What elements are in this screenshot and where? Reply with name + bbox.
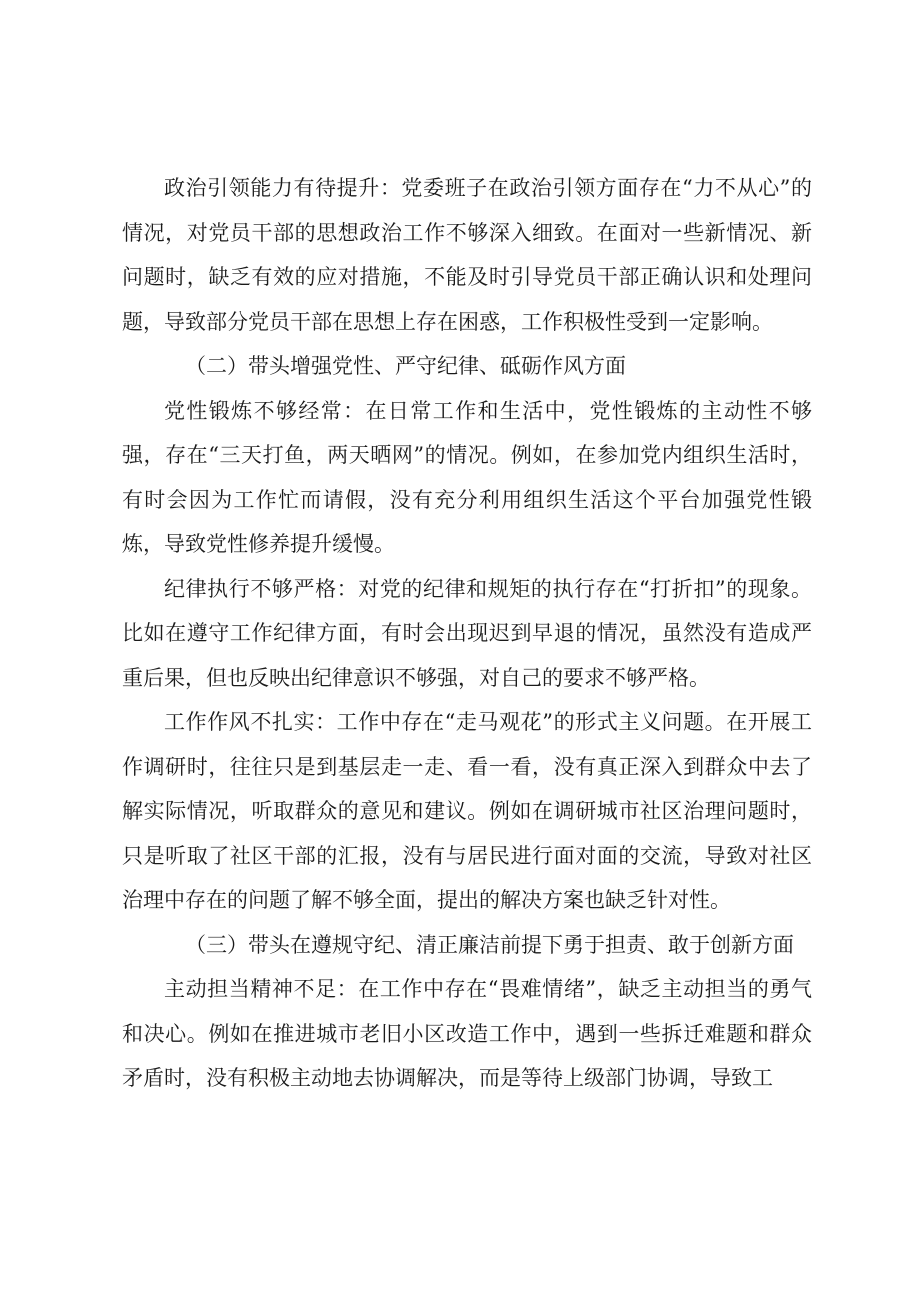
paragraph-party-spirit: 党性锻炼不够经常：在日常工作和生活中，党性锻炼的主动性不够强，存在“三天打鱼，两天晒网”的情况。例如，在参加党内组织生活时，有时会因为工作忙而请假，没有充分利用组织生活这个平台加强党性锻炼，导致党性修养提升缓慢。 — [122, 398, 812, 556]
section-heading-3: （三）带头在遵规守纪、清正廉洁前提下勇于担责、敢于创新方面 — [185, 932, 794, 957]
paragraph-work-style: 工作作风不扎实：工作中存在“走马观花”的形式主义问题。在开展工作调研时，往往只是到基层走一走、看一看，没有真正深入到群众中去了解实际情况，听取群众的意见和建议。例如在调研城市社区治理问题时，只是听取了社区干部的汇报，没有与居民进行面对面的交流，导致对社区治理中存在的问题了解不够全面，提出的解决方案也缺乏针对性。 — [122, 710, 812, 912]
paragraph-responsibility: 主动担当精神不足：在工作中存在“畏难情绪”，缺乏主动担当的勇气和决心。例如在推进城市老旧小区改造工作中，遇到一些拆迁难题和群众矛盾时，没有积极主动地去协调解决，而是等待上级部门协调，导致工 — [122, 977, 812, 1090]
document-body — [122, 166, 812, 1101]
paragraph-discipline: 纪律执行不够严格：对党的纪律和规矩的执行存在“打折扣”的现象。比如在遵守工作纪律方面，有时会出现迟到早退的情况，虽然没有造成严重后果，但也反映出纪律意识不够强，对自己的要求不够严格。 — [122, 576, 812, 690]
section-heading-2: （二）带头增强党性、严守纪律、砥砺作风方面 — [185, 354, 626, 378]
paragraph-political-leadership: 政治引领能力有待提升：党委班子在政治引领方面存在“力不从心”的情况，对党员干部的思想政治工作不够深入细致。在面对一些新情况、新问题时，缺乏有效的应对措施，不能及时引导党员干部正确认识和处理问题，导致部分党员干部在思想上存在困惑，工作积极性受到一定影响。 — [122, 176, 812, 334]
